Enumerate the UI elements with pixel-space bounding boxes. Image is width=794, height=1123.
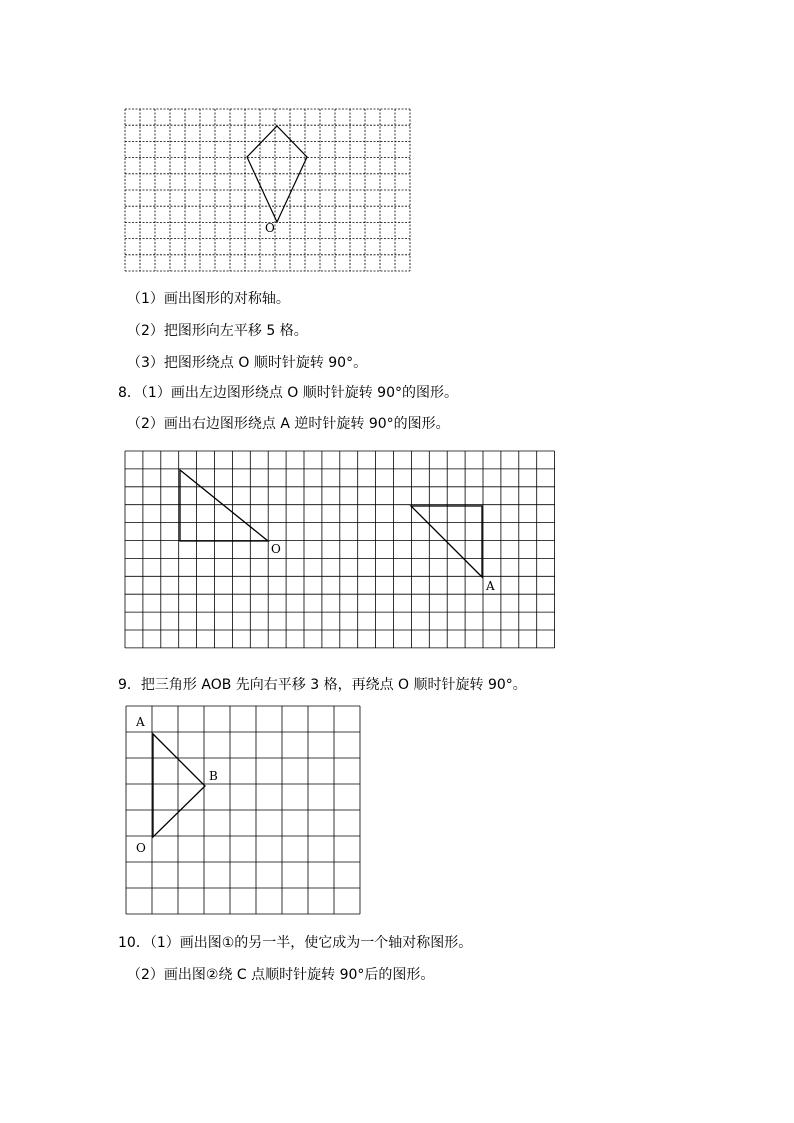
point-o-label: O bbox=[265, 221, 275, 235]
dashed-grid-lines bbox=[125, 109, 410, 271]
q7-item-2: （2）把图形向左平移 5 格。 bbox=[127, 323, 308, 339]
right-triangle bbox=[411, 506, 482, 577]
point-o-label: O bbox=[136, 841, 146, 855]
point-b-label: B bbox=[209, 769, 218, 783]
q10-line-1: 10．（1）画出图①的另一半，使它成为一个轴对称图形。 bbox=[118, 935, 473, 951]
q7-item-1: （1）画出图形的对称轴。 bbox=[127, 291, 290, 307]
grid-figure-1 bbox=[124, 108, 416, 273]
point-o-label: O bbox=[271, 542, 281, 556]
grid-figure-2 bbox=[124, 450, 556, 651]
left-triangle bbox=[180, 470, 268, 541]
grid-figure-3 bbox=[124, 704, 364, 918]
point-a-label: A bbox=[486, 579, 495, 593]
q10-line-2: （2）画出图②绕 C 点顺时针旋转 90°后的图形。 bbox=[127, 967, 435, 983]
triangle-aob bbox=[153, 734, 205, 837]
point-a-label: A bbox=[136, 715, 145, 729]
q8-line-2: （2）画出右边图形绕点 A 逆时针旋转 90°的图形。 bbox=[127, 416, 450, 432]
q9-line: 9．把三角形 AOB 先向右平移 3 格，再绕点 O 顺时针旋转 90°。 bbox=[118, 677, 527, 693]
grid-lines bbox=[126, 706, 360, 914]
grid-lines bbox=[125, 451, 555, 648]
q7-item-3: （3）把图形绕点 O 顺时针旋转 90°。 bbox=[127, 355, 368, 371]
q8-line-1: 8．（1）画出左边图形绕点 O 顺时针旋转 90°的图形。 bbox=[118, 385, 458, 401]
